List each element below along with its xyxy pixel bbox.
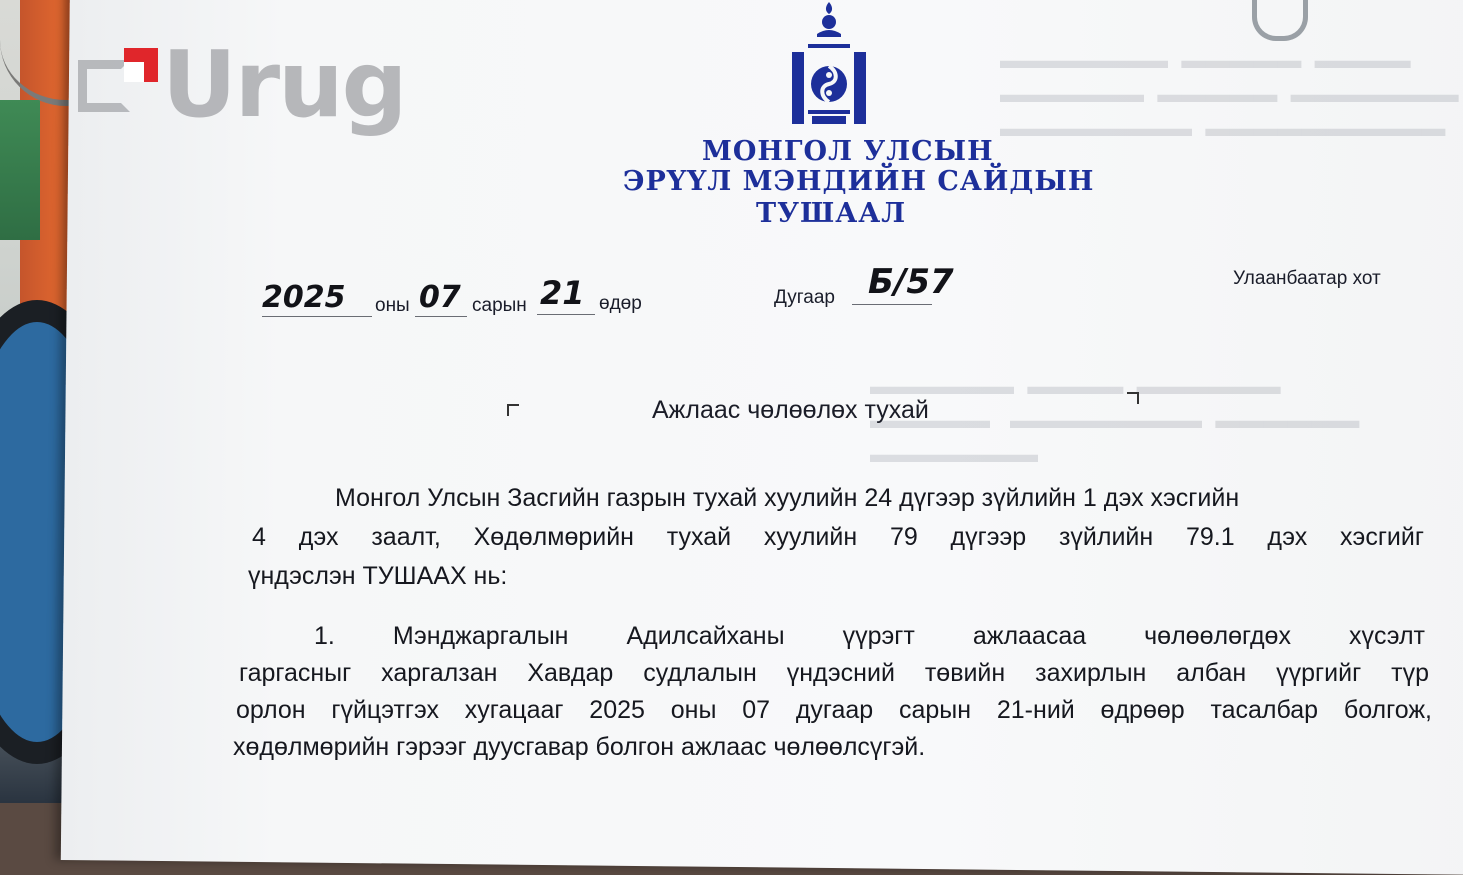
day-suffix: өдөр <box>599 293 642 314</box>
urug-watermark <box>78 31 406 138</box>
header-ministry: ЭРҮҮЛ МЭНДИЙН САЙДЫН <box>623 166 1095 197</box>
item1-line-1: 1. Мэнджаргалын Адилсайханы үүрэгт ажлаасаа чөлөөлөгдөх хүсэлт <box>314 622 1425 650</box>
year-suffix: оны <box>375 295 410 316</box>
urug-logo-icon <box>78 46 156 124</box>
handwritten-month: 07 <box>419 280 461 315</box>
header-order-type: ТУШААЛ <box>756 198 907 229</box>
title-left-bracket <box>507 404 519 416</box>
item1-line-3: орлон гүйцэтгэх хугацааг 2025 оны 07 дугаар сарын 21-ний өдрөөр тасалбар болгож, <box>236 696 1432 724</box>
urug-watermark-text: Urug <box>162 31 406 138</box>
intro-line-2: 4 дэх заалт, Хөдөлмөрийн тухай хуулийн 79 дүгээр зүйлийн 79.1 дэх хэсгийг <box>252 523 1424 551</box>
intro-line-1: Монгол Улсын Засгийн газрын тухай хуулийн 24 дүгээр зүйлийн 1 дэх хэсгийн <box>335 484 1240 512</box>
show-through-text-2: ▬▬▬▬▬▬ ▬▬▬▬ ▬▬▬▬▬▬ ▬▬▬▬▬ ▬▬▬▬▬▬▬▬ ▬▬▬▬▬▬ ▬▬▬▬▬▬▬ <box>870 373 1360 468</box>
paperclip-icon <box>1252 0 1308 41</box>
background-green-object <box>0 100 40 240</box>
handwritten-year: 2025 <box>262 280 346 315</box>
show-through-text: ▬▬▬▬▬▬▬ ▬▬▬▬▬ ▬▬▬▬ ▬▬▬▬▬▬ ▬▬▬▬▬ ▬▬▬▬▬▬▬ ▬▬▬▬▬▬▬▬ ▬▬▬▬▬▬▬▬▬▬ <box>1000 47 1459 142</box>
document-title: Ажлаас чөлөөлөх тухай <box>652 396 929 424</box>
number-underline <box>852 304 932 305</box>
header-country: МОНГОЛ УЛСЫН <box>702 136 994 167</box>
month-suffix: сарын <box>472 295 527 316</box>
soyombo-emblem-icon <box>786 0 872 130</box>
number-label: Дугаар <box>774 287 835 308</box>
item1-line-2: гаргасныг харгалзан Хавдар судлалын үндэсний төвийн захирлын албан үүргийг түр <box>239 659 1429 687</box>
year-underline <box>262 316 372 317</box>
day-underline <box>537 314 595 315</box>
handwritten-number: Б/57 <box>868 262 954 302</box>
item1-line-4: хөдөлмөрийн гэрээг дуусгавар болгон ажлаас чөлөөлсүгэй. <box>233 733 926 761</box>
city-label: Улаанбаатар хот <box>1233 268 1381 289</box>
handwritten-day: 21 <box>540 274 585 312</box>
month-underline <box>415 316 467 317</box>
title-right-bracket <box>1127 392 1139 404</box>
intro-line-3: үндэслэн ТУШААХ нь: <box>248 562 508 590</box>
